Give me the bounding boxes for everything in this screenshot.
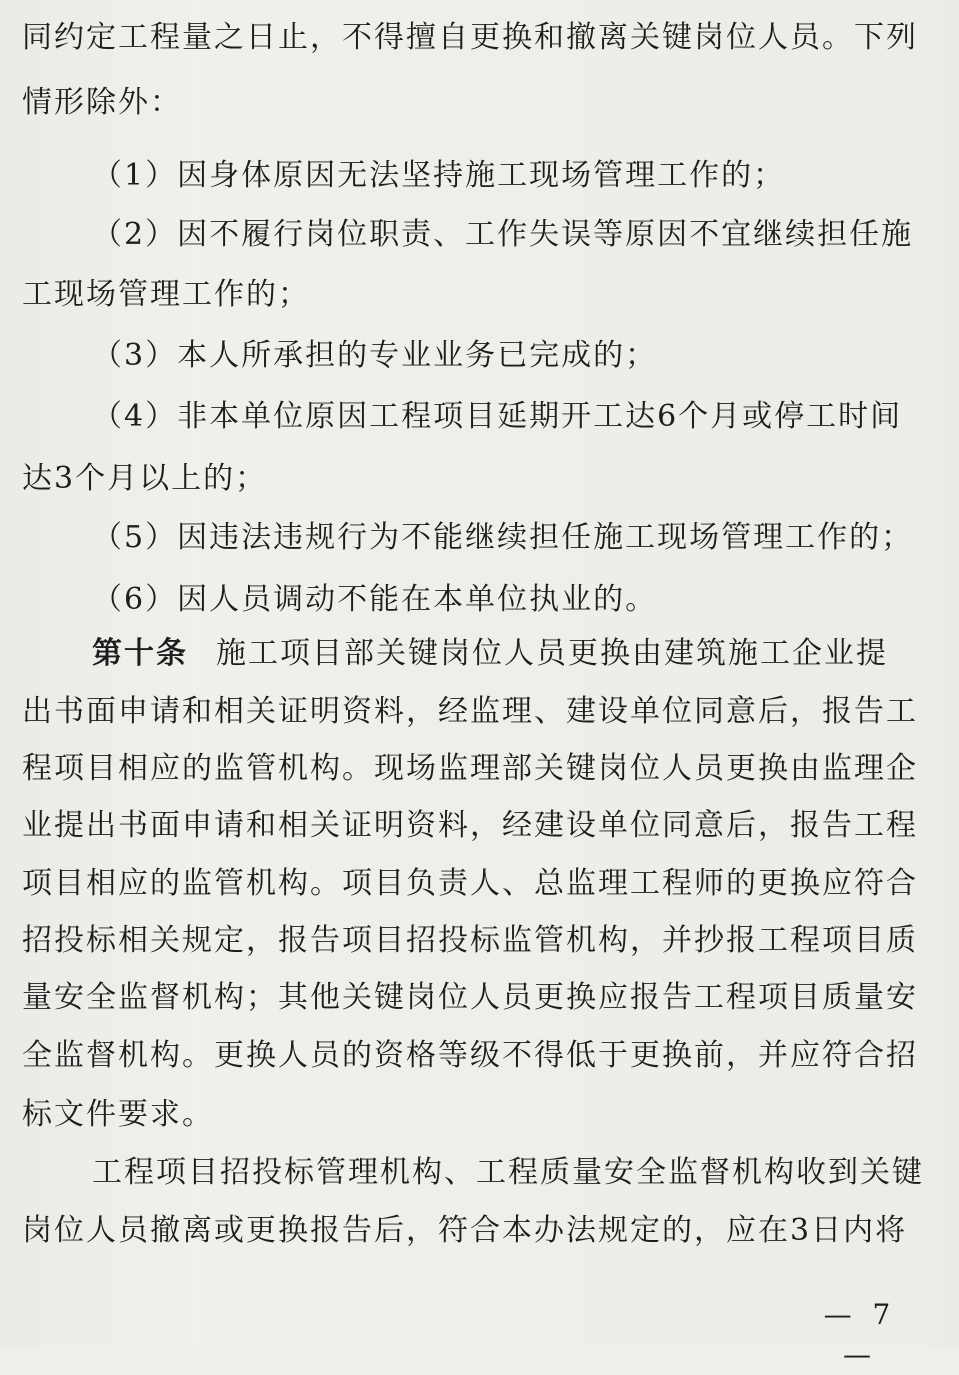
list-item-1: （1）因身体原因无法坚持施工现场管理工作的； (92, 158, 786, 193)
paragraph-line-2: 岗位人员撤离或更换报告后，符合本办法规定的，应在3日内将 (22, 1213, 908, 1248)
list-item-5: （5）因违法违规行为不能继续担任施工现场管理工作的； (92, 520, 914, 555)
list-item-4-continued: 达3个月以上的； (22, 461, 268, 496)
list-item-4: （4）非本单位原因工程项目延期开工达6个月或停工时间 (92, 399, 903, 434)
list-item-6: （6）因人员调动不能在本单位执业的。 (92, 582, 658, 617)
article-line-8: 全监督机构。更换人员的资格等级不得低于更换前，并应符合招 (22, 1038, 918, 1073)
article-line-3: 程项目相应的监管机构。现场监理部关键岗位人员更换由监理企 (22, 751, 918, 786)
list-item-2: （2）因不履行岗位职责、工作失误等原因不宜继续担任施 (92, 217, 914, 252)
article-line-9: 标文件要求。 (22, 1097, 214, 1132)
article-line-4: 业提出书面申请和相关证明资料，经建设单位同意后，报告工程 (22, 808, 918, 843)
article-line-5: 项目相应的监管机构。项目负责人、总监理工程师的更换应符合 (22, 866, 918, 901)
article-line-6: 招投标相关规定，报告项目招投标监管机构，并抄报工程项目质 (22, 923, 918, 958)
list-item-2-continued: 工现场管理工作的； (22, 277, 310, 312)
page-number: — 7 — (823, 1298, 897, 1371)
article-line-2: 出书面申请和相关证明资料，经监理、建设单位同意后，报告工 (22, 694, 918, 729)
paragraph-line-1: 工程项目招投标管理机构、工程质量安全监督机构收到关键 (92, 1155, 924, 1190)
list-item-3: （3）本人所承担的专业业务已完成的； (92, 338, 658, 373)
article-ten-opening-text: 施工项目部关键岗位人员更换由建筑施工企业提 (216, 636, 888, 671)
article-line-7: 量安全监督机构；其他关键岗位人员更换应报告工程项目质量安 (22, 980, 918, 1015)
article-ten-label: 第十条 (92, 636, 188, 671)
article-ten-first-line (92, 634, 934, 674)
text-line-1: 同约定工程量之日止，不得擅自更换和撤离关键岗位人员。下列 (22, 20, 918, 55)
text-line-2: 情形除外： (22, 85, 182, 120)
